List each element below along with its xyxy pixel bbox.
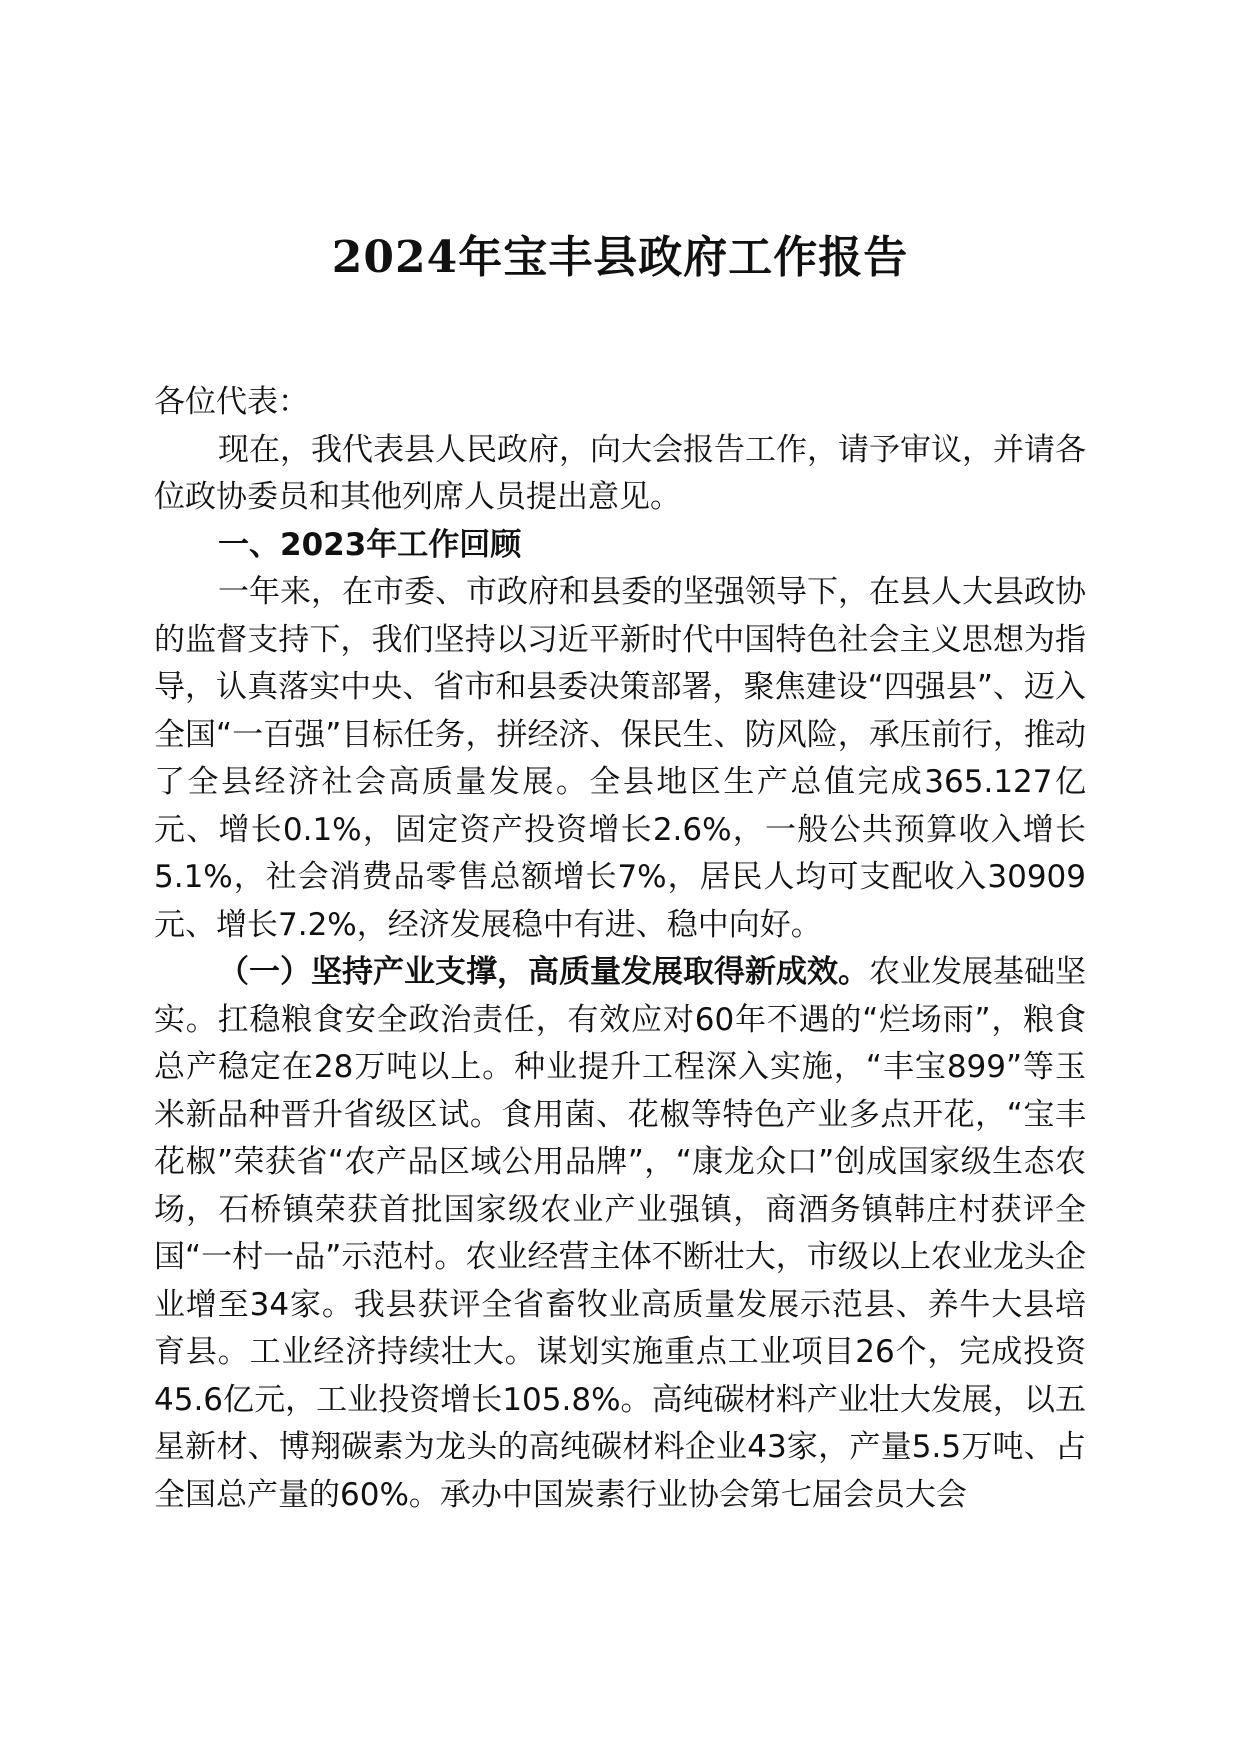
section-paragraph: 一年来，在市委、市政府和县委的坚强领导下，在县人大县政协的监督支持下，我们坚持以习近平新时代中国特色社会主义思想为指导，认真落实中央、省市和县委决策部署，聚焦建设“四强县”、迈入全国“一百强”目标任务，拼经济、保民生、防风险，承压前行，推动了全县经济社会高质量发展。全县地区生产总值完成365.127亿元、增长0.1%，固定资产投资增长2.6%，一般公共预算收入增长5.1%，社会消费品零售总额增长7%，居民人均可支配收入30909元、增长7.2%，经济发展稳中有进、稳中向好。 <box>154 574 1086 943</box>
report-body <box>154 379 1086 1519</box>
section-heading: 一、2023年工作回顾 <box>218 526 522 563</box>
subsection-text: 农业发展基础坚实。扛稳粮食安全政治责任，有效应对60年不遇的“烂场雨”，粮食总产稳定在28万吨以上。种业提升工程深入实施，“丰宝899”等玉米新品种晋升省级区试。食用菌、花椒等特色产业多点开花，“宝丰花椒”荣获省“农产品区域公用品牌”，“康龙众口”创成国家级生态农场，石桥镇荣获首批国家级农业产业强镇，商酒务镇韩庄村获评全国“一村一品”示范村。农业经营主体不断壮大，市级以上农业龙头企业增至34家。我县获评全省畜牧业高质量发展示范县、养牛大县培育县。工业经济持续壮大。谋划实施重点工业项目26个，完成投资45.6亿元，工业投资增长105.8%。高纯碳材料产业壮大发展，以五星新材、博翔碳素为龙头的高纯碳材料企业43家，产量5.5万吨、占全国总产量的60%。承办中国炭素行业协会第七届会员大会 <box>154 954 1086 1513</box>
subsection-paragraph <box>154 949 1086 1519</box>
intro-paragraph: 现在，我代表县人民政府，向大会报告工作，请予审议，并请各位政协委员和其他列席人员提出意见。 <box>154 431 1086 515</box>
page-title: 2024年宝丰县政府工作报告 <box>331 232 909 283</box>
salutation: 各位代表： <box>154 384 309 420</box>
subsection-heading: （一）坚持产业支撑，高质量发展取得新成效。 <box>218 954 869 990</box>
